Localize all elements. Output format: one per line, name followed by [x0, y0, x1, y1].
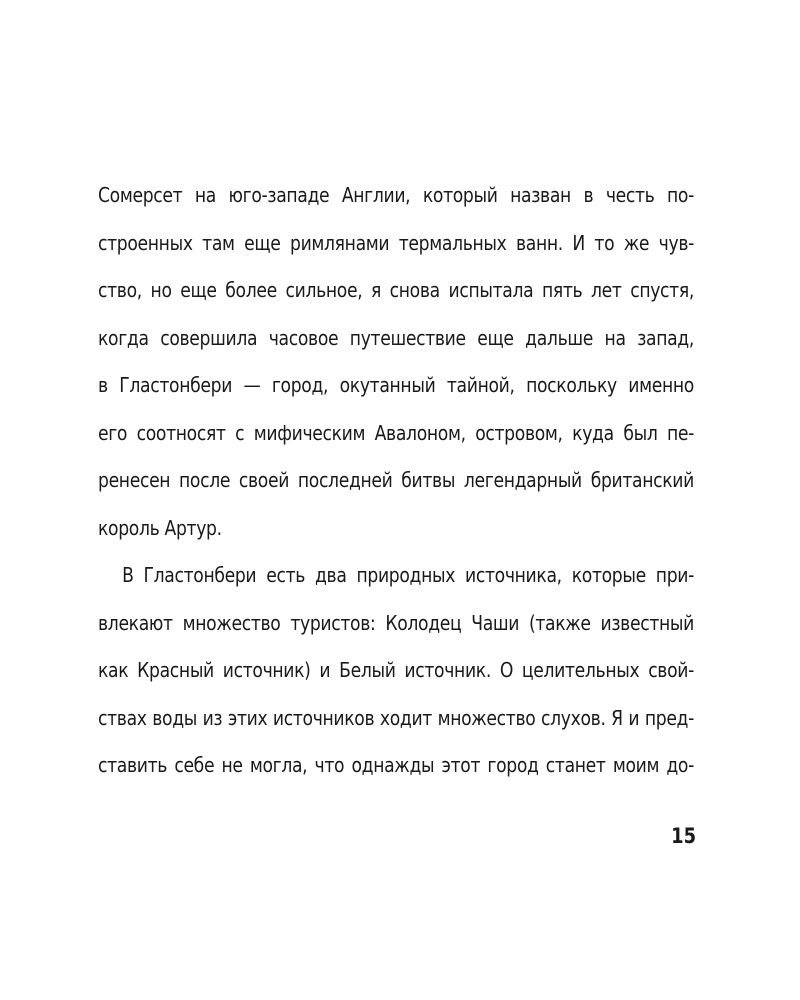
text-line: в Гластонбери — город, окутанный тайной, поскольку именно — [98, 373, 694, 397]
page-number: 15 — [671, 824, 696, 848]
text-line: король Артур. — [98, 515, 222, 540]
text-line: ставить себе не могла, что однажды этот город станет моим до- — [98, 753, 694, 777]
text-line: ство, но еще более сильное, я снова испытала пять лет спустя, — [98, 278, 694, 302]
text-line: В Гластонбери есть два природных источника, которые при- — [122, 563, 694, 587]
text-line: влекают множество туристов: Колодец Чаши (также известный — [98, 610, 694, 635]
text-line: его соотносят с мифическим Авалоном, островом, куда был пе- — [98, 420, 694, 445]
text-line: когда совершила часовое путешествие еще дальше на запад, — [98, 325, 694, 350]
text-line: ренесен после своей последней битвы легендарный британский — [98, 468, 694, 492]
text-line: ствах воды из этих источников ходит множество слухов. Я и пред- — [98, 705, 694, 730]
text-line: строенных там еще римлянами термальных ванн. И то же чув- — [98, 230, 694, 255]
text-line: как Красный источник) и Белый источник. О целительных свой- — [98, 658, 694, 682]
body-text — [98, 175, 694, 793]
text-line: Сомерсет на юго-западе Англии, который назван в честь по- — [98, 183, 694, 207]
